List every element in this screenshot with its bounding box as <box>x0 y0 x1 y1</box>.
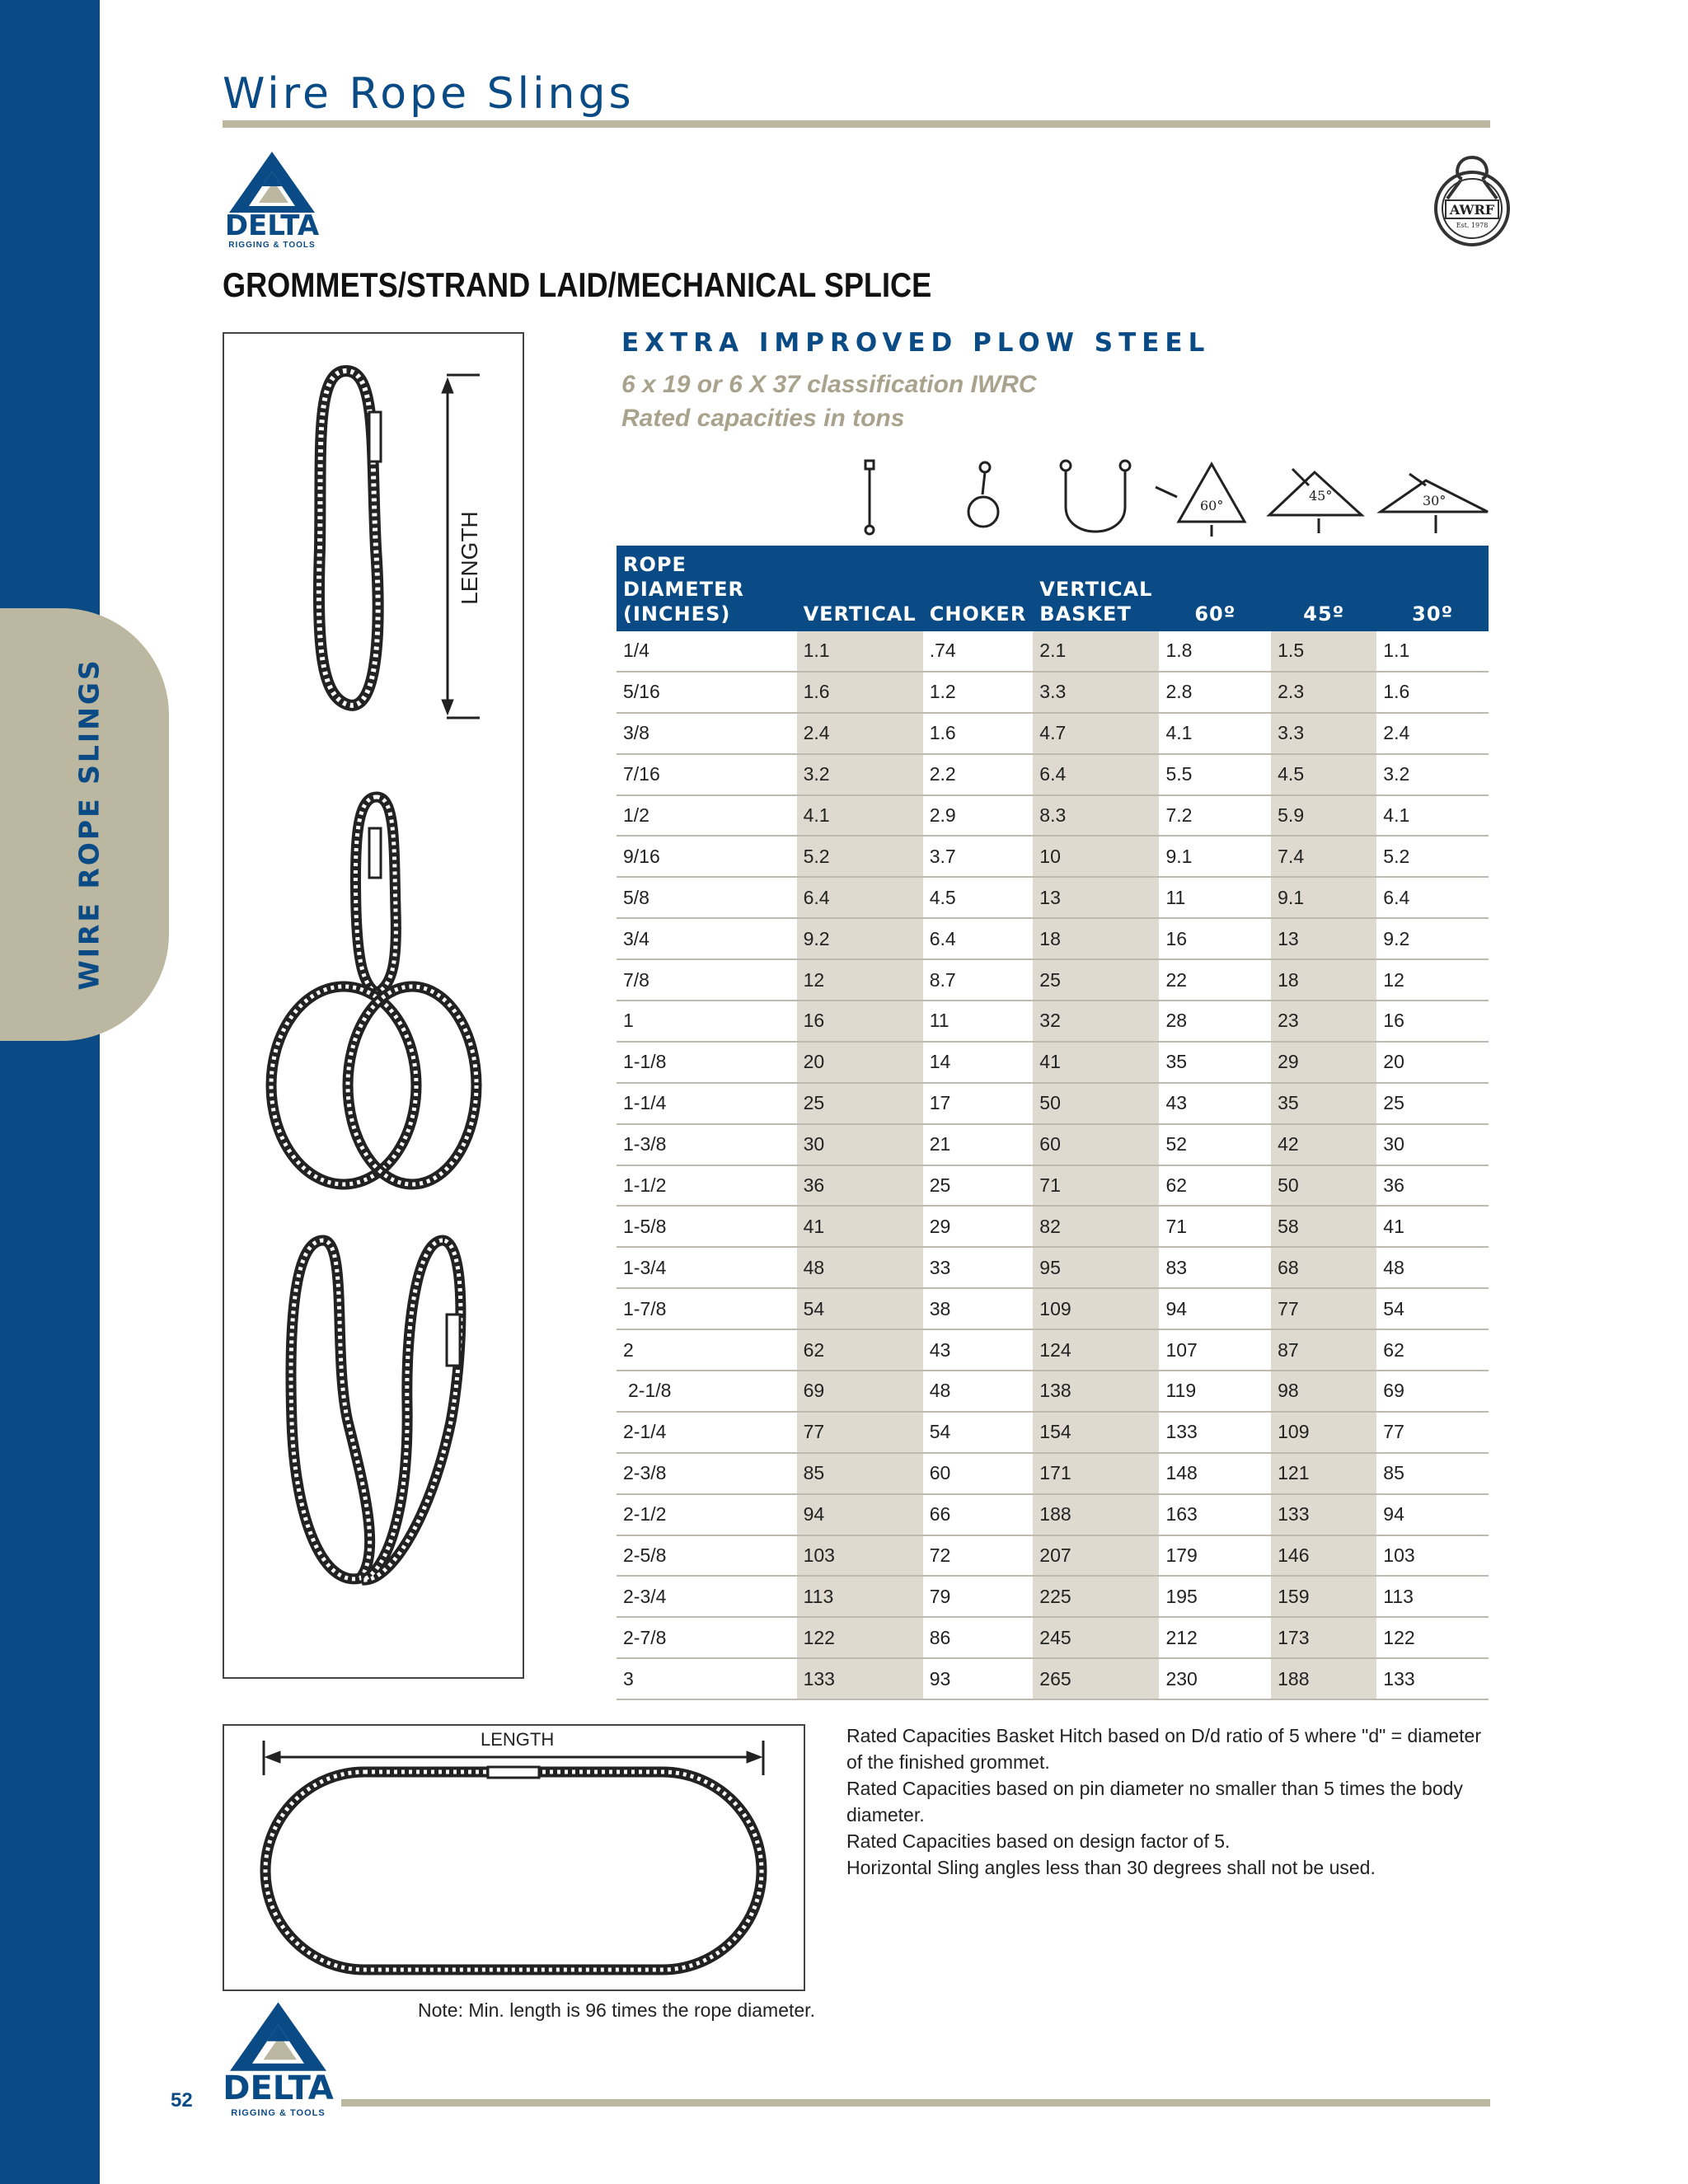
basket-hitch-icon <box>1061 461 1130 532</box>
cell-vertical-basket: 207 <box>1033 1535 1159 1577</box>
cell-vertical-basket: 13 <box>1033 877 1159 918</box>
delta-triangle-icon-footer <box>223 1999 334 2073</box>
cell-choker: 43 <box>923 1329 1034 1371</box>
cell-angle-60: 16 <box>1159 918 1271 959</box>
cell-choker: 38 <box>923 1288 1034 1329</box>
cell-choker: 21 <box>923 1124 1034 1165</box>
page-number: 52 <box>171 2089 193 2111</box>
cell-angle-60: 230 <box>1159 1658 1271 1699</box>
left-sidebar-bar <box>0 0 100 2184</box>
cell-choker: 1.2 <box>923 672 1034 713</box>
cell-angle-45: 146 <box>1271 1535 1376 1577</box>
table-row <box>617 1658 1489 1699</box>
cell-choker: 29 <box>923 1206 1034 1247</box>
cell-vertical: 25 <box>797 1083 923 1124</box>
rated-capacity-table <box>617 546 1489 1700</box>
table-row <box>617 1247 1489 1288</box>
table-body <box>617 631 1489 1699</box>
cell-angle-45: 5.9 <box>1271 795 1376 837</box>
grommet-length-illustration-box <box>223 1724 805 1991</box>
header-60-degrees: 60º <box>1159 546 1271 631</box>
header-30-degrees: 30º <box>1376 546 1489 631</box>
cell-angle-45: 68 <box>1271 1247 1376 1288</box>
cell-vertical: 41 <box>797 1206 923 1247</box>
section-heading: GROMMETS/STRAND LAID/MECHANICAL SPLICE <box>223 265 932 304</box>
cell-diameter: 1-3/4 <box>617 1247 797 1288</box>
note-sling-angle: Horizontal Sling angles less than 30 degrees shall not be used. <box>846 1857 1376 1878</box>
awrf-seal-icon <box>1431 152 1513 247</box>
cell-angle-60: 35 <box>1159 1042 1271 1083</box>
cell-choker: 86 <box>923 1617 1034 1658</box>
cell-vertical-basket: 82 <box>1033 1206 1159 1247</box>
cell-vertical-basket: 265 <box>1033 1658 1159 1699</box>
table-row <box>617 1288 1489 1329</box>
cell-angle-60: 163 <box>1159 1494 1271 1535</box>
cell-angle-45: 58 <box>1271 1206 1376 1247</box>
table-row <box>617 672 1489 713</box>
cell-vertical: 36 <box>797 1165 923 1207</box>
cell-angle-45: 87 <box>1271 1329 1376 1371</box>
cell-angle-30: 3.2 <box>1376 754 1489 795</box>
cell-angle-45: 77 <box>1271 1288 1376 1329</box>
length-label-vertical: LENGTH <box>457 511 482 605</box>
cell-choker: 1.6 <box>923 713 1034 754</box>
cell-vertical: 2.4 <box>797 713 923 754</box>
cell-angle-45: 23 <box>1271 1001 1376 1042</box>
grommet-horizontal-illustration <box>224 1726 804 1990</box>
cell-diameter: 1-1/4 <box>617 1083 797 1124</box>
cell-choker: 11 <box>923 1001 1034 1042</box>
cell-angle-60: 43 <box>1159 1083 1271 1124</box>
cell-angle-45: 9.1 <box>1271 877 1376 918</box>
cell-diameter: 1/4 <box>617 631 797 672</box>
cell-vertical-basket: 245 <box>1033 1617 1159 1658</box>
cell-angle-45: 2.3 <box>1271 672 1376 713</box>
note-basket-ratio: Rated Capacities Basket Hitch based on D/d ratio of 5 where "d" = diameter of the finished grommet. <box>846 1725 1481 1773</box>
table-row <box>617 1329 1489 1371</box>
cell-angle-30: 54 <box>1376 1288 1489 1329</box>
cell-angle-30: 94 <box>1376 1494 1489 1535</box>
cell-angle-45: 4.5 <box>1271 754 1376 795</box>
cell-vertical-basket: 154 <box>1033 1412 1159 1453</box>
header-choker: CHOKER <box>923 546 1034 631</box>
cell-angle-30: 103 <box>1376 1535 1489 1577</box>
cell-angle-60: 71 <box>1159 1206 1271 1247</box>
cell-angle-45: 18 <box>1271 959 1376 1001</box>
cell-angle-45: 35 <box>1271 1083 1376 1124</box>
hitch-type-icons <box>849 457 1492 540</box>
table-row <box>617 1494 1489 1535</box>
cell-diameter: 7/8 <box>617 959 797 1001</box>
header-45-degrees: 45º <box>1271 546 1376 631</box>
hitch-icons-svg <box>849 457 1492 540</box>
cell-diameter: 1/2 <box>617 795 797 837</box>
awrf-est: Est. 1978 <box>1456 222 1489 229</box>
cell-vertical-basket: 124 <box>1033 1329 1159 1371</box>
cell-angle-60: 4.1 <box>1159 713 1271 754</box>
cell-choker: 6.4 <box>923 918 1034 959</box>
cell-vertical: 48 <box>797 1247 923 1288</box>
cell-diameter: 5/16 <box>617 672 797 713</box>
cell-angle-30: 1.1 <box>1376 631 1489 672</box>
cell-diameter: 2-5/8 <box>617 1535 797 1577</box>
cell-angle-60: 133 <box>1159 1412 1271 1453</box>
cell-vertical-basket: 109 <box>1033 1288 1159 1329</box>
cell-vertical-basket: 71 <box>1033 1165 1159 1207</box>
cell-angle-45: 13 <box>1271 918 1376 959</box>
cell-choker: 14 <box>923 1042 1034 1083</box>
cell-angle-45: 50 <box>1271 1165 1376 1207</box>
table-row <box>617 1042 1489 1083</box>
cell-angle-45: 1.5 <box>1271 631 1376 672</box>
cell-angle-60: 28 <box>1159 1001 1271 1042</box>
cell-diameter: 2 <box>617 1329 797 1371</box>
cell-vertical: 103 <box>797 1535 923 1577</box>
cell-vertical: 9.2 <box>797 918 923 959</box>
title-divider <box>223 120 1490 128</box>
cell-choker: 8.7 <box>923 959 1034 1001</box>
cell-angle-45: 159 <box>1271 1576 1376 1617</box>
cell-angle-30: 85 <box>1376 1453 1489 1494</box>
cell-angle-30: 77 <box>1376 1412 1489 1453</box>
cell-diameter: 2-3/4 <box>617 1576 797 1617</box>
angle-label-60: 60° <box>1200 498 1224 513</box>
cell-vertical: 133 <box>797 1658 923 1699</box>
cell-angle-45: 3.3 <box>1271 713 1376 754</box>
cell-diameter: 1-1/2 <box>617 1165 797 1207</box>
cell-angle-30: 20 <box>1376 1042 1489 1083</box>
cell-vertical-basket: 95 <box>1033 1247 1159 1288</box>
cell-angle-60: 62 <box>1159 1165 1271 1207</box>
cell-diameter: 2-1/2 <box>617 1494 797 1535</box>
cell-angle-60: 22 <box>1159 959 1271 1001</box>
cell-angle-30: 69 <box>1376 1371 1489 1412</box>
cell-vertical: 113 <box>797 1576 923 1617</box>
cell-vertical: 85 <box>797 1453 923 1494</box>
cell-choker: 60 <box>923 1453 1034 1494</box>
vertical-hitch-icon <box>865 461 874 534</box>
cell-choker: 54 <box>923 1412 1034 1453</box>
header-vertical: VERTICAL <box>797 546 923 631</box>
cell-vertical: 122 <box>797 1617 923 1658</box>
cell-vertical-basket: 3.3 <box>1033 672 1159 713</box>
cell-angle-30: 36 <box>1376 1165 1489 1207</box>
table-row <box>617 1001 1489 1042</box>
min-length-note: Note: Min. length is 96 times the rope diameter. <box>418 1999 815 2021</box>
cell-choker: 66 <box>923 1494 1034 1535</box>
cell-vertical-basket: 138 <box>1033 1371 1159 1412</box>
cell-diameter: 3/8 <box>617 713 797 754</box>
cell-choker: 72 <box>923 1535 1034 1577</box>
cell-angle-30: 133 <box>1376 1658 1489 1699</box>
cell-angle-60: 1.8 <box>1159 631 1271 672</box>
cell-choker: 33 <box>923 1247 1034 1288</box>
note-design-factor: Rated Capacities based on design factor of 5. <box>846 1830 1231 1852</box>
table-row <box>617 1165 1489 1207</box>
cell-vertical: 3.2 <box>797 754 923 795</box>
table-row <box>617 877 1489 918</box>
cell-choker: 93 <box>923 1658 1034 1699</box>
classification-line: 6 x 19 or 6 X 37 classification IWRC <box>621 371 1037 398</box>
cell-angle-30: 122 <box>1376 1617 1489 1658</box>
table-row <box>617 1617 1489 1658</box>
cell-angle-30: 30 <box>1376 1124 1489 1165</box>
cell-diameter: 1-7/8 <box>617 1288 797 1329</box>
capacity-unit-line: Rated capacities in tons <box>621 405 905 432</box>
length-label-horizontal: LENGTH <box>481 1729 555 1750</box>
table-row <box>617 631 1489 672</box>
cell-angle-30: 113 <box>1376 1576 1489 1617</box>
cell-angle-30: 12 <box>1376 959 1489 1001</box>
delta-triangle-icon <box>223 148 321 214</box>
choker-hitch-icon <box>968 462 998 527</box>
logo-wordmark: DELTA <box>224 209 320 242</box>
cell-vertical: 69 <box>797 1371 923 1412</box>
cell-vertical: 20 <box>797 1042 923 1083</box>
delta-logo-footer <box>223 1999 334 2122</box>
cell-vertical-basket: 50 <box>1033 1083 1159 1124</box>
logo-subtitle: RIGGING & TOOLS <box>228 241 316 250</box>
cell-angle-30: 5.2 <box>1376 836 1489 877</box>
cell-angle-60: 94 <box>1159 1288 1271 1329</box>
cell-angle-45: 98 <box>1271 1371 1376 1412</box>
angle-label-30: 30° <box>1423 493 1447 509</box>
table-header-row <box>617 546 1489 631</box>
cell-vertical-basket: 4.7 <box>1033 713 1159 754</box>
cell-choker: 17 <box>923 1083 1034 1124</box>
cell-angle-60: 83 <box>1159 1247 1271 1288</box>
table-row <box>617 1124 1489 1165</box>
table-row <box>617 1412 1489 1453</box>
cell-angle-30: 6.4 <box>1376 877 1489 918</box>
cell-angle-60: 5.5 <box>1159 754 1271 795</box>
table-row <box>617 836 1489 877</box>
cell-angle-45: 121 <box>1271 1453 1376 1494</box>
cell-vertical: 1.1 <box>797 631 923 672</box>
cell-angle-60: 7.2 <box>1159 795 1271 837</box>
cell-choker: 2.9 <box>923 795 1034 837</box>
cell-angle-30: 25 <box>1376 1083 1489 1124</box>
cell-angle-30: 62 <box>1376 1329 1489 1371</box>
footer-divider <box>341 2099 1490 2107</box>
cell-vertical: 16 <box>797 1001 923 1042</box>
cell-vertical: 1.6 <box>797 672 923 713</box>
cell-vertical: 5.2 <box>797 836 923 877</box>
cell-vertical-basket: 10 <box>1033 836 1159 877</box>
cell-vertical: 4.1 <box>797 795 923 837</box>
table-row <box>617 1576 1489 1617</box>
cell-choker: 2.2 <box>923 754 1034 795</box>
cell-diameter: 1-1/8 <box>617 1042 797 1083</box>
cell-choker: 4.5 <box>923 877 1034 918</box>
cell-angle-60: 179 <box>1159 1535 1271 1577</box>
table-row <box>617 795 1489 837</box>
table-row <box>617 1535 1489 1577</box>
cell-choker: 79 <box>923 1576 1034 1617</box>
cell-vertical-basket: 6.4 <box>1033 754 1159 795</box>
cell-vertical-basket: 8.3 <box>1033 795 1159 837</box>
cell-angle-60: 9.1 <box>1159 836 1271 877</box>
cell-angle-45: 42 <box>1271 1124 1376 1165</box>
table-row <box>617 1453 1489 1494</box>
cell-choker: 48 <box>923 1371 1034 1412</box>
cell-angle-45: 173 <box>1271 1617 1376 1658</box>
page-title: Wire Rope Slings <box>223 69 635 119</box>
cell-angle-30: 4.1 <box>1376 795 1489 837</box>
table-row <box>617 754 1489 795</box>
cell-choker: 3.7 <box>923 836 1034 877</box>
cell-diameter: 7/16 <box>617 754 797 795</box>
table-row <box>617 713 1489 754</box>
cell-angle-60: 119 <box>1159 1371 1271 1412</box>
cell-diameter: 3 <box>617 1658 797 1699</box>
cell-angle-30: 16 <box>1376 1001 1489 1042</box>
cell-angle-30: 41 <box>1376 1206 1489 1247</box>
steel-grade-heading: EXTRA IMPROVED PLOW STEEL <box>621 328 1211 358</box>
header-rope-diameter: ROPE DIAMETER (INCHES) <box>617 546 797 631</box>
cell-vertical: 30 <box>797 1124 923 1165</box>
cell-vertical-basket: 2.1 <box>1033 631 1159 672</box>
table-row <box>617 918 1489 959</box>
cell-angle-60: 107 <box>1159 1329 1271 1371</box>
side-tab-label: WIRE ROPE SLINGS <box>73 658 106 991</box>
cell-angle-45: 133 <box>1271 1494 1376 1535</box>
cell-diameter: 2-1/8 <box>617 1371 797 1412</box>
table-row <box>617 1206 1489 1247</box>
cell-vertical: 77 <box>797 1412 923 1453</box>
cell-angle-60: 52 <box>1159 1124 1271 1165</box>
cell-vertical-basket: 32 <box>1033 1001 1159 1042</box>
table-row <box>617 1083 1489 1124</box>
header-vertical-basket: VERTICAL BASKET <box>1033 546 1159 631</box>
cell-vertical: 6.4 <box>797 877 923 918</box>
cell-diameter: 3/4 <box>617 918 797 959</box>
cell-vertical: 54 <box>797 1288 923 1329</box>
cell-diameter: 2-7/8 <box>617 1617 797 1658</box>
cell-vertical-basket: 18 <box>1033 918 1159 959</box>
cell-vertical: 94 <box>797 1494 923 1535</box>
cell-angle-60: 195 <box>1159 1576 1271 1617</box>
cell-vertical-basket: 188 <box>1033 1494 1159 1535</box>
table-row <box>617 1371 1489 1412</box>
cell-angle-30: 2.4 <box>1376 713 1489 754</box>
cell-diameter: 1-3/8 <box>617 1124 797 1165</box>
cell-angle-60: 11 <box>1159 877 1271 918</box>
logo-subtitle-footer: RIGGING & TOOLS <box>231 2108 326 2118</box>
cell-vertical-basket: 60 <box>1033 1124 1159 1165</box>
note-pin-diameter: Rated Capacities based on pin diameter no smaller than 5 times the body diameter. <box>846 1778 1463 1825</box>
cell-diameter: 2-1/4 <box>617 1412 797 1453</box>
delta-logo <box>223 148 321 251</box>
cell-diameter: 2-3/8 <box>617 1453 797 1494</box>
cell-choker: 25 <box>923 1165 1034 1207</box>
grommet-illustration-box <box>223 332 524 1679</box>
cell-choker: .74 <box>923 631 1034 672</box>
cell-angle-45: 188 <box>1271 1658 1376 1699</box>
cell-vertical-basket: 41 <box>1033 1042 1159 1083</box>
cell-angle-45: 7.4 <box>1271 836 1376 877</box>
cell-angle-45: 29 <box>1271 1042 1376 1083</box>
angle-label-45: 45° <box>1309 488 1333 504</box>
cell-diameter: 1-5/8 <box>617 1206 797 1247</box>
awrf-label: AWRF <box>1449 202 1495 218</box>
cell-angle-30: 48 <box>1376 1247 1489 1288</box>
cell-diameter: 1 <box>617 1001 797 1042</box>
cell-diameter: 5/8 <box>617 877 797 918</box>
cell-angle-60: 2.8 <box>1159 672 1271 713</box>
cell-angle-60: 212 <box>1159 1617 1271 1658</box>
cell-vertical-basket: 25 <box>1033 959 1159 1001</box>
cell-angle-30: 1.6 <box>1376 672 1489 713</box>
awrf-seal <box>1431 152 1513 247</box>
table-row <box>617 959 1489 1001</box>
cell-angle-30: 9.2 <box>1376 918 1489 959</box>
cell-vertical-basket: 171 <box>1033 1453 1159 1494</box>
cell-vertical-basket: 225 <box>1033 1576 1159 1617</box>
cell-vertical: 62 <box>797 1329 923 1371</box>
cell-angle-60: 148 <box>1159 1453 1271 1494</box>
cell-vertical: 12 <box>797 959 923 1001</box>
cell-diameter: 9/16 <box>617 836 797 877</box>
capacity-notes <box>846 1722 1498 1881</box>
cell-angle-45: 109 <box>1271 1412 1376 1453</box>
logo-wordmark-footer: DELTA <box>223 2069 334 2107</box>
